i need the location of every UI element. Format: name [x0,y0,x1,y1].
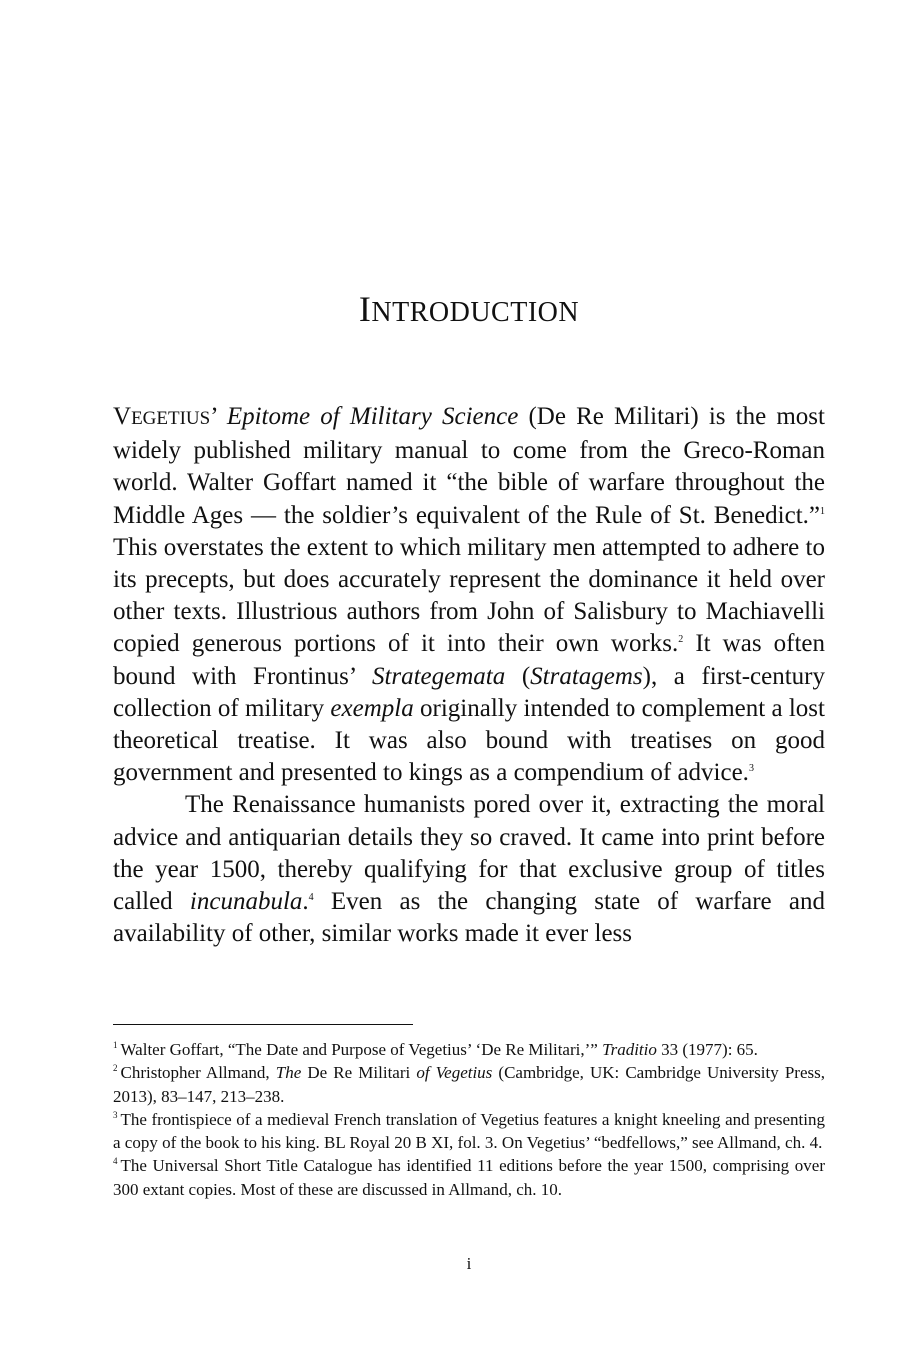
lead-smallcaps: EGETIUS [131,408,211,429]
footnote-text: Walter Goffart, “The Date and Purpose of Vegetius’ ‘De Re Militari,’” [120,1040,603,1059]
footnote-number: 1 [113,1040,118,1050]
book-title: Epitome of Military Science [226,403,519,430]
text-run: ’ [210,403,227,430]
footnote-2 [113,1061,825,1108]
footnotes [113,1038,825,1201]
footnote-ref-4[interactable]: 4 [308,892,314,904]
footnote-ref-2[interactable]: 2 [678,634,684,646]
lead-word [113,403,210,430]
footnote-number: 3 [113,1109,118,1120]
paragraph-1 [113,401,825,789]
footnote-text: The Universal Short Title Catalogue has identified 11 editions before the year 1500, comprising over 300 extant copies. Most of these are discussed in Allmand, ch. 10. [113,1156,825,1199]
footnote-3 [113,1108,825,1155]
text-run: It was often bound with Frontinus’ [113,630,825,690]
text-run: ( [505,662,531,690]
heading-rest: NTRODUCTION [371,297,580,328]
paragraph-2 [113,789,825,950]
page [113,0,825,1350]
footnote-text: The frontispiece of a medieval French translation of Vegetius features a knight kneeling and presenting a copy of the book to his king. BL Royal 20 B XI, fol. 3. On Vegetius’ “bedfellows,” see Allmand, ch. 4. [113,1109,825,1153]
book-title: The [275,1063,302,1083]
heading-initial: I [358,289,372,329]
journal-title: Traditio [602,1040,657,1059]
footnote-text: (Cambridge, UK: Cambridge University Press, 2013), 83–147, 213–238. [113,1063,825,1106]
text-run: originally intended to complement a lost theoretical treatise. It was also bound with treatises on good government and presented to kings as a compendium of advice. [113,694,825,787]
body-text [113,401,825,950]
text-run: . [302,888,309,916]
footnote-ref-3[interactable]: 3 [748,763,754,775]
text-run: Even as the changing state of warfare and availability of other, similar works made it ever less [113,888,825,948]
footnote-divider [113,1024,413,1025]
italic-term: Strategemata [371,662,506,690]
footnote-number: 2 [113,1063,118,1074]
chapter-heading [113,288,825,330]
text-run: (De Re Militari) is the most widely published military manual to come from the Greco-Roman world. Walter Goffart named it “the bible of warfare throughout the Middle Ages — the soldier’s equivalent of the Rule of St. Benedict.” [113,403,825,529]
text-run: This overstates the extent to which military men attempted to adhere to its precepts, but does accurately represent the dominance it held over other texts. Illustrious authors from John of Salisbury to Machiavelli copied generous portions of it into their own works. [113,533,825,658]
footnote-ref-1[interactable]: 1 [820,505,825,517]
footnote-4 [113,1154,825,1201]
text-run: ), a first-century collection of military [113,662,826,722]
text-run: The Renaissance humanists pored over it, extracting the moral advice and antiquarian details they so craved. It came into print before the year 1500, thereby qualifying for that exclusive group of titles called [113,791,825,916]
footnote-text: De Re Militari [301,1063,417,1083]
footnote-text: 33 (1977): 65. [656,1040,758,1059]
footnote-number: 4 [113,1156,118,1167]
italic-term: incunabula [189,888,303,916]
italic-term: exempla [330,694,414,722]
italic-term: Stratagems [530,662,643,690]
footnote-text: Christopher Allmand, [120,1063,276,1083]
page-number: i [466,1254,472,1273]
book-title: of Vegetius [416,1063,493,1083]
lead-initial: V [113,403,132,430]
footnote-1 [113,1038,825,1061]
